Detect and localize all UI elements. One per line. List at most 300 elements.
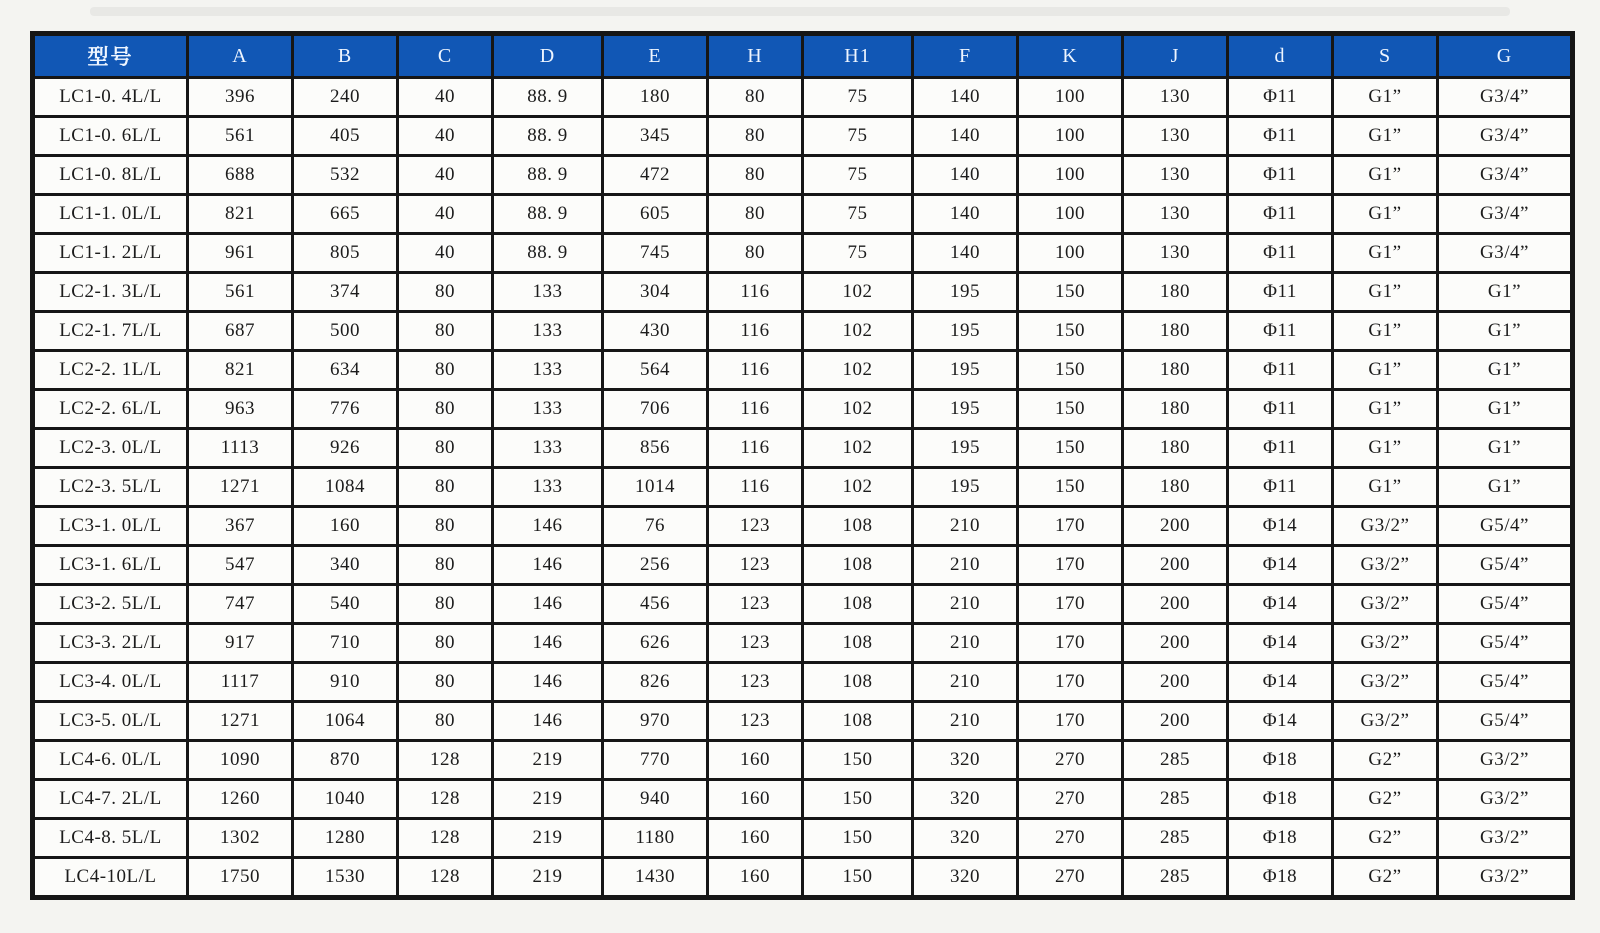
column-header-j: J bbox=[1123, 34, 1228, 78]
cell-value: G2” bbox=[1333, 819, 1438, 858]
cell-value: 146 bbox=[493, 585, 603, 624]
cell-value: 776 bbox=[293, 390, 398, 429]
cell-value: G2” bbox=[1333, 741, 1438, 780]
cell-value: G1” bbox=[1333, 390, 1438, 429]
cell-value: 285 bbox=[1123, 819, 1228, 858]
cell-value: 367 bbox=[188, 507, 293, 546]
cell-value: 160 bbox=[708, 741, 803, 780]
cell-value: 180 bbox=[1123, 312, 1228, 351]
cell-value: 396 bbox=[188, 78, 293, 117]
cell-value: 821 bbox=[188, 351, 293, 390]
column-header-f: F bbox=[913, 34, 1018, 78]
cell-value: 150 bbox=[1018, 429, 1123, 468]
cell-value: 150 bbox=[803, 858, 913, 898]
cell-value: 605 bbox=[603, 195, 708, 234]
cell-value: 150 bbox=[1018, 273, 1123, 312]
cell-value: 76 bbox=[603, 507, 708, 546]
cell-value: 123 bbox=[708, 585, 803, 624]
cell-value: 285 bbox=[1123, 741, 1228, 780]
column-header-d: d bbox=[1228, 34, 1333, 78]
cell-value: 102 bbox=[803, 351, 913, 390]
cell-model: LC4-6. 0L/L bbox=[33, 741, 188, 780]
cell-value: G5/4” bbox=[1438, 507, 1573, 546]
cell-value: 320 bbox=[913, 819, 1018, 858]
cell-value: 108 bbox=[803, 507, 913, 546]
cell-value: G3/4” bbox=[1438, 78, 1573, 117]
cell-value: 80 bbox=[398, 624, 493, 663]
cell-value: 116 bbox=[708, 273, 803, 312]
cell-model: LC3-4. 0L/L bbox=[33, 663, 188, 702]
cell-value: 116 bbox=[708, 468, 803, 507]
cell-model: LC3-1. 0L/L bbox=[33, 507, 188, 546]
cell-value: 961 bbox=[188, 234, 293, 273]
cell-value: 170 bbox=[1018, 546, 1123, 585]
cell-value: G5/4” bbox=[1438, 546, 1573, 585]
cell-value: 304 bbox=[603, 273, 708, 312]
cell-model: LC1-0. 6L/L bbox=[33, 117, 188, 156]
table-row bbox=[33, 780, 1573, 819]
cell-value: Φ11 bbox=[1228, 390, 1333, 429]
cell-value: G3/4” bbox=[1438, 234, 1573, 273]
cell-value: 195 bbox=[913, 429, 1018, 468]
cell-value: 345 bbox=[603, 117, 708, 156]
cell-value: 634 bbox=[293, 351, 398, 390]
cell-model: LC4-8. 5L/L bbox=[33, 819, 188, 858]
cell-value: 270 bbox=[1018, 819, 1123, 858]
cell-value: 40 bbox=[398, 234, 493, 273]
cell-value: 80 bbox=[708, 234, 803, 273]
cell-value: 102 bbox=[803, 390, 913, 429]
cell-value: 1430 bbox=[603, 858, 708, 898]
cell-value: 102 bbox=[803, 273, 913, 312]
cell-value: 256 bbox=[603, 546, 708, 585]
cell-value: 195 bbox=[913, 312, 1018, 351]
column-header-model: 型号 bbox=[33, 34, 188, 78]
cell-value: G3/4” bbox=[1438, 117, 1573, 156]
cell-model: LC4-7. 2L/L bbox=[33, 780, 188, 819]
cell-value: 75 bbox=[803, 78, 913, 117]
cell-value: 80 bbox=[398, 312, 493, 351]
cell-value: 219 bbox=[493, 858, 603, 898]
cell-model: LC3-1. 6L/L bbox=[33, 546, 188, 585]
table-row bbox=[33, 195, 1573, 234]
cell-value: G1” bbox=[1333, 156, 1438, 195]
cell-value: 200 bbox=[1123, 663, 1228, 702]
cell-value: 80 bbox=[398, 507, 493, 546]
cell-value: 1530 bbox=[293, 858, 398, 898]
cell-value: 130 bbox=[1123, 78, 1228, 117]
cell-value: 100 bbox=[1018, 78, 1123, 117]
cell-value: 170 bbox=[1018, 624, 1123, 663]
cell-model: LC2-1. 7L/L bbox=[33, 312, 188, 351]
cell-value: Φ18 bbox=[1228, 741, 1333, 780]
cell-value: 160 bbox=[708, 819, 803, 858]
cell-value: 146 bbox=[493, 624, 603, 663]
cell-value: 210 bbox=[913, 624, 1018, 663]
cell-value: 130 bbox=[1123, 156, 1228, 195]
cell-value: 747 bbox=[188, 585, 293, 624]
cell-value: 805 bbox=[293, 234, 398, 273]
cell-value: G5/4” bbox=[1438, 585, 1573, 624]
cell-value: 150 bbox=[1018, 468, 1123, 507]
cell-value: G3/2” bbox=[1333, 702, 1438, 741]
cell-value: 88. 9 bbox=[493, 195, 603, 234]
table-row bbox=[33, 390, 1573, 429]
table-row bbox=[33, 741, 1573, 780]
cell-value: 1180 bbox=[603, 819, 708, 858]
cell-value: 140 bbox=[913, 234, 1018, 273]
cell-model: LC1-1. 0L/L bbox=[33, 195, 188, 234]
cell-value: 180 bbox=[1123, 390, 1228, 429]
cell-value: G1” bbox=[1333, 117, 1438, 156]
cell-value: 146 bbox=[493, 663, 603, 702]
cell-value: 80 bbox=[398, 429, 493, 468]
cell-value: 170 bbox=[1018, 663, 1123, 702]
cell-value: 123 bbox=[708, 507, 803, 546]
cell-value: 133 bbox=[493, 429, 603, 468]
cell-value: G5/4” bbox=[1438, 663, 1573, 702]
cell-value: 40 bbox=[398, 78, 493, 117]
cell-value: Φ18 bbox=[1228, 819, 1333, 858]
cell-value: 160 bbox=[293, 507, 398, 546]
cell-model: LC3-3. 2L/L bbox=[33, 624, 188, 663]
cell-value: G1” bbox=[1333, 78, 1438, 117]
cell-value: 88. 9 bbox=[493, 234, 603, 273]
cell-value: 940 bbox=[603, 780, 708, 819]
cell-value: 128 bbox=[398, 741, 493, 780]
cell-value: G1” bbox=[1333, 468, 1438, 507]
table-row bbox=[33, 273, 1573, 312]
cell-value: 745 bbox=[603, 234, 708, 273]
cell-value: 270 bbox=[1018, 780, 1123, 819]
cell-value: 146 bbox=[493, 507, 603, 546]
cell-value: Φ11 bbox=[1228, 429, 1333, 468]
column-header-e: E bbox=[603, 34, 708, 78]
cell-value: 710 bbox=[293, 624, 398, 663]
cell-value: 200 bbox=[1123, 507, 1228, 546]
table-row bbox=[33, 429, 1573, 468]
cell-value: 123 bbox=[708, 624, 803, 663]
table-row bbox=[33, 858, 1573, 898]
cell-value: 1280 bbox=[293, 819, 398, 858]
cell-value: Φ14 bbox=[1228, 507, 1333, 546]
cell-value: 195 bbox=[913, 351, 1018, 390]
cell-value: G1” bbox=[1333, 234, 1438, 273]
cell-value: 170 bbox=[1018, 702, 1123, 741]
cell-value: 116 bbox=[708, 390, 803, 429]
cell-value: 80 bbox=[708, 78, 803, 117]
column-header-h1: H1 bbox=[803, 34, 913, 78]
cell-value: Φ14 bbox=[1228, 546, 1333, 585]
column-header-s: S bbox=[1333, 34, 1438, 78]
cell-value: Φ11 bbox=[1228, 312, 1333, 351]
table-row bbox=[33, 663, 1573, 702]
cell-value: 123 bbox=[708, 663, 803, 702]
cell-value: G3/2” bbox=[1333, 624, 1438, 663]
cell-value: 146 bbox=[493, 702, 603, 741]
column-header-k: K bbox=[1018, 34, 1123, 78]
cell-value: 170 bbox=[1018, 507, 1123, 546]
cell-value: 1040 bbox=[293, 780, 398, 819]
cell-value: G1” bbox=[1438, 273, 1573, 312]
cell-value: 75 bbox=[803, 117, 913, 156]
cell-value: 706 bbox=[603, 390, 708, 429]
cell-value: 200 bbox=[1123, 702, 1228, 741]
table-row bbox=[33, 78, 1573, 117]
table-row bbox=[33, 507, 1573, 546]
header-row bbox=[33, 34, 1573, 78]
cell-value: Φ11 bbox=[1228, 78, 1333, 117]
cell-value: 140 bbox=[913, 156, 1018, 195]
column-header-g: G bbox=[1438, 34, 1573, 78]
cell-value: 340 bbox=[293, 546, 398, 585]
cell-value: 80 bbox=[398, 702, 493, 741]
cell-value: Φ14 bbox=[1228, 663, 1333, 702]
cell-value: 130 bbox=[1123, 195, 1228, 234]
spec-table bbox=[30, 31, 1575, 900]
cell-value: 150 bbox=[803, 780, 913, 819]
cell-value: G3/2” bbox=[1438, 780, 1573, 819]
cell-value: 140 bbox=[913, 195, 1018, 234]
cell-value: 102 bbox=[803, 312, 913, 351]
cell-value: 108 bbox=[803, 702, 913, 741]
cell-value: 626 bbox=[603, 624, 708, 663]
cell-value: 133 bbox=[493, 312, 603, 351]
cell-value: 75 bbox=[803, 195, 913, 234]
table-row bbox=[33, 624, 1573, 663]
cell-value: 561 bbox=[188, 117, 293, 156]
table-row bbox=[33, 819, 1573, 858]
cell-value: 88. 9 bbox=[493, 117, 603, 156]
cell-value: 532 bbox=[293, 156, 398, 195]
cell-value: 146 bbox=[493, 546, 603, 585]
cell-value: 102 bbox=[803, 468, 913, 507]
cell-value: 80 bbox=[708, 117, 803, 156]
cell-value: 320 bbox=[913, 780, 1018, 819]
cell-value: 910 bbox=[293, 663, 398, 702]
table-row bbox=[33, 585, 1573, 624]
cell-value: 1260 bbox=[188, 780, 293, 819]
cell-value: 150 bbox=[803, 819, 913, 858]
scan-artifact-streak bbox=[90, 7, 1510, 16]
cell-value: 80 bbox=[398, 546, 493, 585]
cell-value: 100 bbox=[1018, 117, 1123, 156]
cell-value: G5/4” bbox=[1438, 702, 1573, 741]
cell-value: 405 bbox=[293, 117, 398, 156]
cell-value: 123 bbox=[708, 702, 803, 741]
cell-value: 150 bbox=[1018, 390, 1123, 429]
cell-value: 963 bbox=[188, 390, 293, 429]
cell-value: G3/2” bbox=[1333, 546, 1438, 585]
cell-value: Φ11 bbox=[1228, 234, 1333, 273]
cell-value: 180 bbox=[1123, 273, 1228, 312]
cell-value: G1” bbox=[1438, 468, 1573, 507]
cell-value: 133 bbox=[493, 390, 603, 429]
cell-value: 100 bbox=[1018, 195, 1123, 234]
cell-value: G3/2” bbox=[1438, 858, 1573, 898]
cell-value: 320 bbox=[913, 741, 1018, 780]
cell-value: 160 bbox=[708, 858, 803, 898]
cell-value: 1117 bbox=[188, 663, 293, 702]
cell-value: 100 bbox=[1018, 234, 1123, 273]
cell-value: 195 bbox=[913, 390, 1018, 429]
column-header-d: D bbox=[493, 34, 603, 78]
cell-value: G1” bbox=[1333, 195, 1438, 234]
cell-value: 140 bbox=[913, 78, 1018, 117]
column-header-a: A bbox=[188, 34, 293, 78]
cell-value: 108 bbox=[803, 624, 913, 663]
cell-value: Φ11 bbox=[1228, 468, 1333, 507]
cell-value: 108 bbox=[803, 663, 913, 702]
cell-value: 500 bbox=[293, 312, 398, 351]
cell-value: 133 bbox=[493, 468, 603, 507]
cell-value: 80 bbox=[398, 663, 493, 702]
cell-value: 80 bbox=[708, 156, 803, 195]
cell-value: 200 bbox=[1123, 546, 1228, 585]
cell-value: 456 bbox=[603, 585, 708, 624]
cell-value: G1” bbox=[1333, 312, 1438, 351]
cell-value: 88. 9 bbox=[493, 78, 603, 117]
cell-value: G1” bbox=[1438, 351, 1573, 390]
cell-value: Φ14 bbox=[1228, 624, 1333, 663]
cell-value: 1090 bbox=[188, 741, 293, 780]
cell-model: LC1-0. 8L/L bbox=[33, 156, 188, 195]
cell-value: 80 bbox=[398, 585, 493, 624]
cell-value: 285 bbox=[1123, 780, 1228, 819]
cell-value: 128 bbox=[398, 780, 493, 819]
cell-value: 180 bbox=[1123, 429, 1228, 468]
cell-value: 108 bbox=[803, 546, 913, 585]
cell-value: G1” bbox=[1333, 273, 1438, 312]
cell-model: LC1-0. 4L/L bbox=[33, 78, 188, 117]
cell-value: 1014 bbox=[603, 468, 708, 507]
table-row bbox=[33, 234, 1573, 273]
cell-value: 210 bbox=[913, 663, 1018, 702]
cell-value: 374 bbox=[293, 273, 398, 312]
cell-value: 926 bbox=[293, 429, 398, 468]
cell-value: Φ14 bbox=[1228, 585, 1333, 624]
cell-value: 1064 bbox=[293, 702, 398, 741]
cell-value: 80 bbox=[398, 273, 493, 312]
cell-value: 970 bbox=[603, 702, 708, 741]
cell-value: 1084 bbox=[293, 468, 398, 507]
table-row bbox=[33, 468, 1573, 507]
cell-value: 688 bbox=[188, 156, 293, 195]
cell-value: G3/2” bbox=[1333, 507, 1438, 546]
cell-value: G3/4” bbox=[1438, 195, 1573, 234]
cell-value: 917 bbox=[188, 624, 293, 663]
cell-value: 80 bbox=[398, 468, 493, 507]
cell-value: 180 bbox=[1123, 351, 1228, 390]
cell-value: 564 bbox=[603, 351, 708, 390]
cell-value: 430 bbox=[603, 312, 708, 351]
cell-value: G3/2” bbox=[1333, 585, 1438, 624]
cell-value: 270 bbox=[1018, 741, 1123, 780]
table-row bbox=[33, 156, 1573, 195]
cell-value: 150 bbox=[803, 741, 913, 780]
cell-value: 160 bbox=[708, 780, 803, 819]
cell-model: LC3-2. 5L/L bbox=[33, 585, 188, 624]
cell-value: 180 bbox=[1123, 468, 1228, 507]
cell-model: LC2-2. 6L/L bbox=[33, 390, 188, 429]
cell-value: 219 bbox=[493, 819, 603, 858]
table-row bbox=[33, 351, 1573, 390]
cell-value: 80 bbox=[708, 195, 803, 234]
cell-value: G1” bbox=[1438, 429, 1573, 468]
cell-value: 195 bbox=[913, 468, 1018, 507]
cell-value: G2” bbox=[1333, 780, 1438, 819]
cell-value: 240 bbox=[293, 78, 398, 117]
cell-value: 40 bbox=[398, 117, 493, 156]
cell-value: 133 bbox=[493, 351, 603, 390]
cell-value: Φ18 bbox=[1228, 780, 1333, 819]
cell-value: G3/2” bbox=[1438, 819, 1573, 858]
column-header-c: C bbox=[398, 34, 493, 78]
table-row bbox=[33, 312, 1573, 351]
cell-value: 140 bbox=[913, 117, 1018, 156]
cell-value: 856 bbox=[603, 429, 708, 468]
cell-model: LC2-1. 3L/L bbox=[33, 273, 188, 312]
cell-value: 547 bbox=[188, 546, 293, 585]
cell-value: 1113 bbox=[188, 429, 293, 468]
cell-value: 88. 9 bbox=[493, 156, 603, 195]
cell-value: 210 bbox=[913, 546, 1018, 585]
cell-value: G3/4” bbox=[1438, 156, 1573, 195]
cell-value: 100 bbox=[1018, 156, 1123, 195]
spec-table-container bbox=[30, 31, 1575, 900]
cell-value: Φ11 bbox=[1228, 195, 1333, 234]
cell-value: 195 bbox=[913, 273, 1018, 312]
cell-value: 75 bbox=[803, 156, 913, 195]
cell-value: 116 bbox=[708, 312, 803, 351]
cell-value: 128 bbox=[398, 858, 493, 898]
column-header-b: B bbox=[293, 34, 398, 78]
cell-value: 1271 bbox=[188, 702, 293, 741]
cell-value: 210 bbox=[913, 585, 1018, 624]
cell-value: G1” bbox=[1333, 351, 1438, 390]
cell-value: 170 bbox=[1018, 585, 1123, 624]
cell-value: 116 bbox=[708, 351, 803, 390]
column-header-h: H bbox=[708, 34, 803, 78]
cell-value: G1” bbox=[1333, 429, 1438, 468]
cell-value: 472 bbox=[603, 156, 708, 195]
table-row bbox=[33, 702, 1573, 741]
cell-value: 270 bbox=[1018, 858, 1123, 898]
cell-value: 687 bbox=[188, 312, 293, 351]
cell-model: LC4-10L/L bbox=[33, 858, 188, 898]
cell-value: 128 bbox=[398, 819, 493, 858]
cell-value: 150 bbox=[1018, 312, 1123, 351]
cell-value: G5/4” bbox=[1438, 624, 1573, 663]
cell-value: 219 bbox=[493, 780, 603, 819]
cell-value: 770 bbox=[603, 741, 708, 780]
cell-model: LC2-3. 5L/L bbox=[33, 468, 188, 507]
cell-value: 102 bbox=[803, 429, 913, 468]
cell-value: 210 bbox=[913, 507, 1018, 546]
cell-value: 40 bbox=[398, 156, 493, 195]
table-row bbox=[33, 546, 1573, 585]
cell-value: G3/2” bbox=[1438, 741, 1573, 780]
cell-value: 210 bbox=[913, 702, 1018, 741]
cell-value: G2” bbox=[1333, 858, 1438, 898]
cell-value: 200 bbox=[1123, 624, 1228, 663]
cell-value: 130 bbox=[1123, 234, 1228, 273]
cell-value: 75 bbox=[803, 234, 913, 273]
cell-value: 200 bbox=[1123, 585, 1228, 624]
cell-value: 80 bbox=[398, 351, 493, 390]
cell-value: G1” bbox=[1438, 390, 1573, 429]
cell-value: 123 bbox=[708, 546, 803, 585]
